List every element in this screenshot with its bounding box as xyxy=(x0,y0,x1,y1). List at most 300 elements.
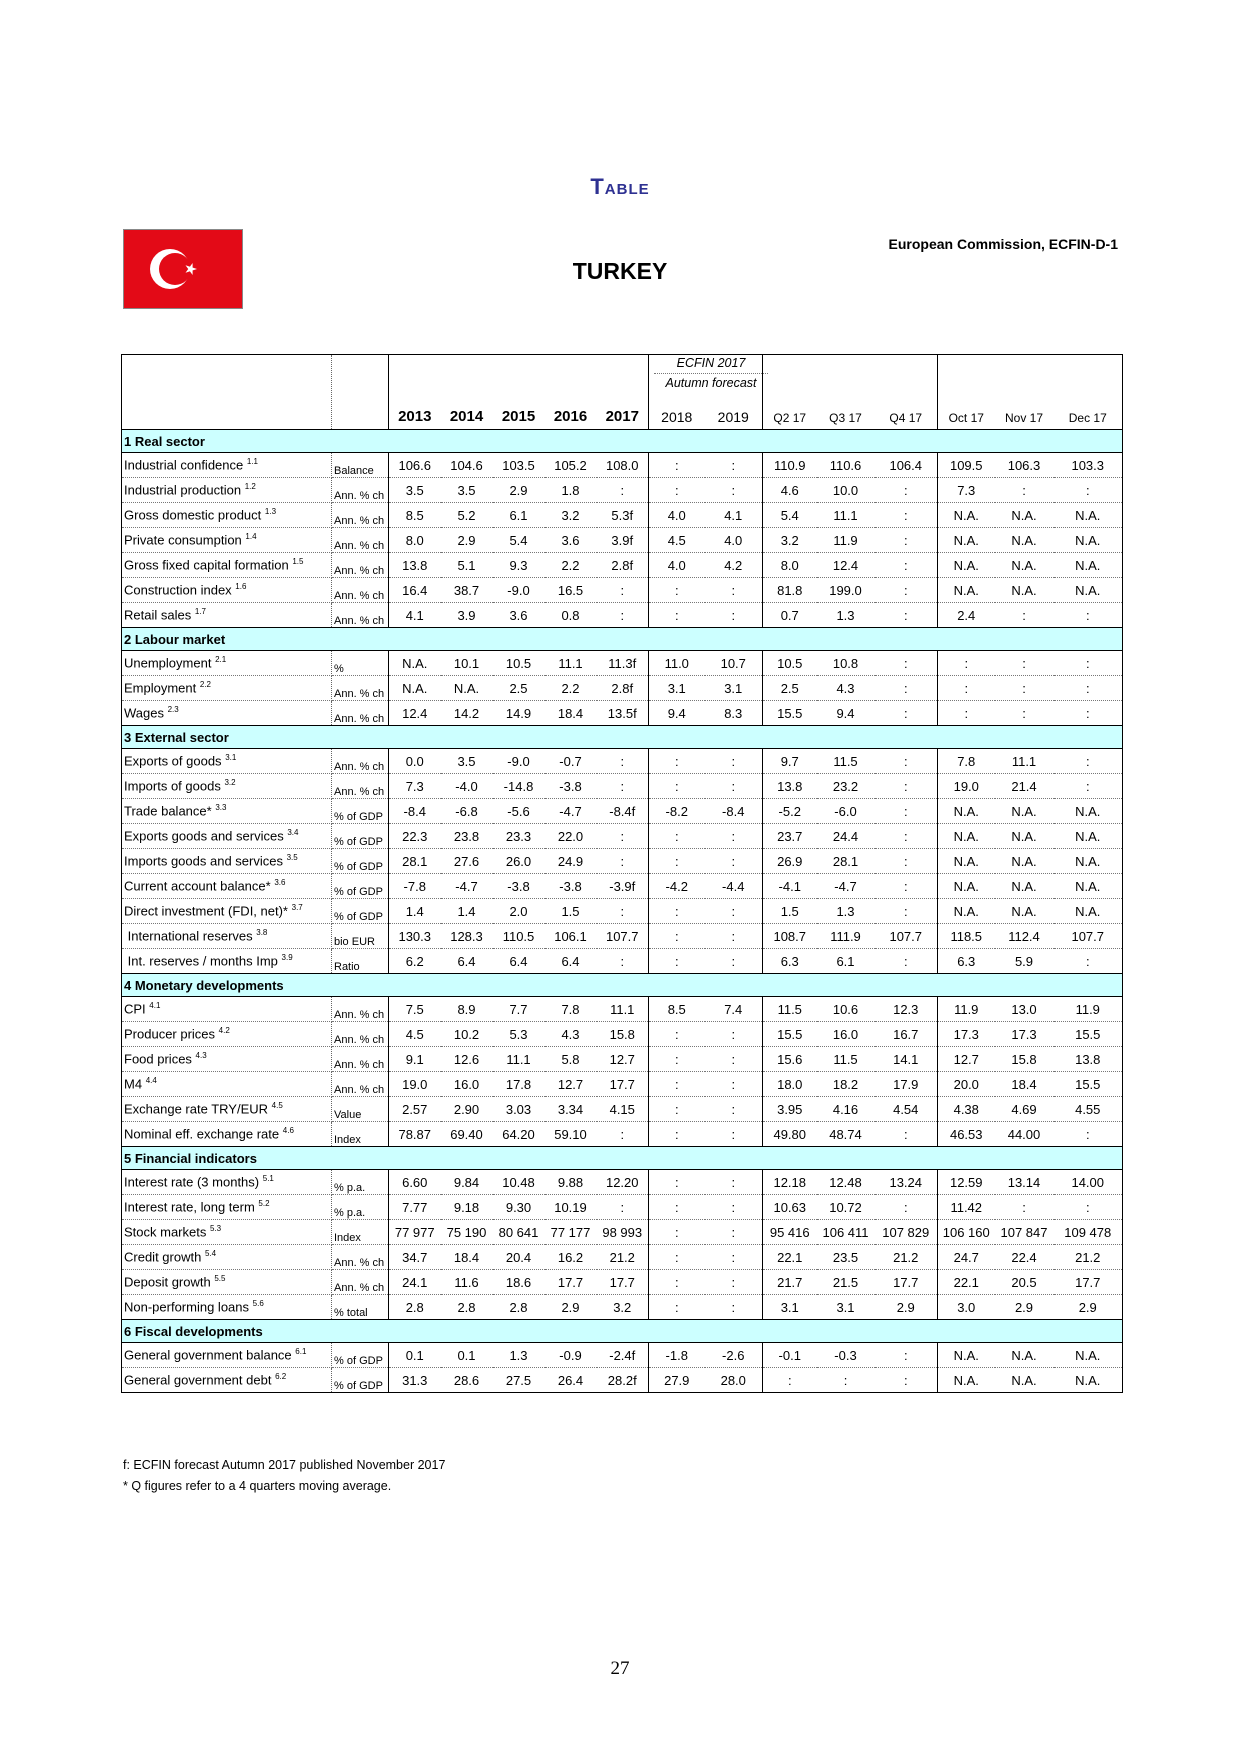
value-cell: 12.7 xyxy=(545,1072,597,1097)
value-cell: 20.5 xyxy=(995,1270,1054,1295)
value-cell: 11.6 xyxy=(441,1270,493,1295)
section-header xyxy=(122,628,1123,651)
value-cell: : xyxy=(875,528,938,553)
value-cell: 9.3 xyxy=(493,553,545,578)
value-cell: : xyxy=(995,676,1054,701)
value-cell: -3.8 xyxy=(545,774,597,799)
indicator-name: Nominal eff. exchange rate xyxy=(124,1126,280,1142)
value-cell: N.A. xyxy=(938,528,995,553)
indicator-name: Deposit growth xyxy=(124,1274,211,1290)
value-cell: 18.4 xyxy=(441,1245,493,1270)
section-title: 1 Real sector xyxy=(122,430,1123,453)
value-cell: 106.3 xyxy=(995,453,1054,478)
value-cell: -6.0 xyxy=(817,799,875,824)
section-title: 5 Financial indicators xyxy=(122,1147,1123,1170)
value-cell: 0.7 xyxy=(763,603,817,628)
table-row xyxy=(122,749,1123,774)
value-cell: N.A. xyxy=(1054,874,1123,899)
value-cell: 7.4 xyxy=(705,997,763,1022)
indicator-name: M4 xyxy=(124,1076,143,1092)
unit-cell: % of GDP xyxy=(332,849,389,874)
value-cell: -4.7 xyxy=(817,874,875,899)
col-header: Dec 17 xyxy=(1054,355,1123,430)
value-cell: : xyxy=(649,1195,705,1220)
indicator-ref: 5.5 xyxy=(214,1274,226,1284)
value-cell: : xyxy=(649,849,705,874)
value-cell: 21.2 xyxy=(875,1245,938,1270)
value-cell: 2.8 xyxy=(441,1295,493,1320)
value-cell: : xyxy=(875,874,938,899)
indicator-label xyxy=(122,578,332,603)
value-cell: 64.20 xyxy=(493,1122,545,1147)
value-cell: 3.9 xyxy=(441,603,493,628)
indicator-name: Credit growth xyxy=(124,1249,202,1265)
indicator-name: International reserves xyxy=(124,928,253,944)
indicator-name: Imports of goods xyxy=(124,778,221,794)
value-cell: -7.8 xyxy=(389,874,441,899)
value-cell: 16.5 xyxy=(545,578,597,603)
indicator-label xyxy=(122,1295,332,1320)
value-cell: 9.30 xyxy=(493,1195,545,1220)
value-cell: N.A. xyxy=(1054,503,1123,528)
indicator-name: Interest rate, long term xyxy=(124,1199,255,1215)
value-cell: : xyxy=(597,603,649,628)
value-cell: : xyxy=(649,1022,705,1047)
value-cell: 9.4 xyxy=(817,701,875,726)
value-cell: 10.8 xyxy=(817,651,875,676)
value-cell: 21.2 xyxy=(1054,1245,1123,1270)
value-cell: 12.18 xyxy=(763,1170,817,1195)
value-cell: 22.3 xyxy=(389,824,441,849)
value-cell: : xyxy=(597,478,649,503)
table-row xyxy=(122,603,1123,628)
indicator-name: Wages xyxy=(124,705,164,721)
value-cell: 49.80 xyxy=(763,1122,817,1147)
value-cell: N.A. xyxy=(995,578,1054,603)
value-cell: 16.4 xyxy=(389,578,441,603)
value-cell: 4.1 xyxy=(389,603,441,628)
unit-cell: Index xyxy=(332,1220,389,1245)
value-cell: 44.00 xyxy=(995,1122,1054,1147)
col-header: Q3 17 xyxy=(817,355,875,430)
value-cell: : xyxy=(875,553,938,578)
value-cell: 3.2 xyxy=(597,1295,649,1320)
unit-cell: Ann. % ch xyxy=(332,1072,389,1097)
indicator-ref: 3.2 xyxy=(224,778,236,788)
value-cell: 11.3f xyxy=(597,651,649,676)
value-cell: 11.1 xyxy=(597,997,649,1022)
unit-cell: Ann. % ch xyxy=(332,997,389,1022)
value-cell: 27.9 xyxy=(649,1368,705,1393)
indicator-ref: 3.8 xyxy=(256,928,268,938)
unit-cell: Ann. % ch xyxy=(332,528,389,553)
value-cell: : xyxy=(875,478,938,503)
indicator-label xyxy=(122,997,332,1022)
value-cell: 5.3f xyxy=(597,503,649,528)
indicator-name: CPI xyxy=(124,1001,146,1017)
indicator-label xyxy=(122,453,332,478)
value-cell: : xyxy=(649,1270,705,1295)
value-cell: : xyxy=(649,949,705,974)
indicator-name: Int. reserves / months Imp xyxy=(124,953,278,969)
indicator-ref: 4.6 xyxy=(282,1126,294,1136)
indicator-name: Producer prices xyxy=(124,1026,216,1042)
value-cell: : xyxy=(705,453,763,478)
value-cell: : xyxy=(938,651,995,676)
value-cell: 5.9 xyxy=(995,949,1054,974)
value-cell: : xyxy=(763,1368,817,1393)
value-cell: 118.5 xyxy=(938,924,995,949)
value-cell: N.A. xyxy=(995,874,1054,899)
value-cell: 107.7 xyxy=(875,924,938,949)
value-cell: 7.8 xyxy=(545,997,597,1022)
page-heading: Table xyxy=(590,174,650,199)
value-cell: 2.8 xyxy=(389,1295,441,1320)
table-row xyxy=(122,553,1123,578)
table-row xyxy=(122,701,1123,726)
value-cell: : xyxy=(597,1195,649,1220)
value-cell: -8.2 xyxy=(649,799,705,824)
indicator-label xyxy=(122,1047,332,1072)
table-row xyxy=(122,774,1123,799)
value-cell: 2.90 xyxy=(441,1097,493,1122)
value-cell: 2.2 xyxy=(545,553,597,578)
value-cell: 69.40 xyxy=(441,1122,493,1147)
value-cell: -3.8 xyxy=(493,874,545,899)
value-cell: 12.48 xyxy=(817,1170,875,1195)
indicator-name: Unemployment xyxy=(124,655,212,671)
value-cell: 15.5 xyxy=(1054,1072,1123,1097)
value-cell: 24.7 xyxy=(938,1245,995,1270)
value-cell: 0.1 xyxy=(389,1343,441,1368)
value-cell: 22.1 xyxy=(938,1270,995,1295)
indicator-ref: 6.2 xyxy=(275,1372,287,1382)
value-cell: N.A. xyxy=(1054,578,1123,603)
value-cell: -6.8 xyxy=(441,799,493,824)
value-cell: -8.4f xyxy=(597,799,649,824)
value-cell: 130.3 xyxy=(389,924,441,949)
value-cell: 110.6 xyxy=(817,453,875,478)
value-cell: 2.4 xyxy=(938,603,995,628)
value-cell: 12.6 xyxy=(441,1047,493,1072)
value-cell: : xyxy=(705,1270,763,1295)
value-cell: 20.0 xyxy=(938,1072,995,1097)
value-cell: -4.0 xyxy=(441,774,493,799)
value-cell: 22.4 xyxy=(995,1245,1054,1270)
value-cell: : xyxy=(1054,651,1123,676)
value-cell: 81.8 xyxy=(763,578,817,603)
indicator-ref: 3.5 xyxy=(286,853,298,863)
value-cell: : xyxy=(995,701,1054,726)
value-cell: 4.5 xyxy=(649,528,705,553)
value-cell: 17.7 xyxy=(597,1072,649,1097)
value-cell: 27.6 xyxy=(441,849,493,874)
unit-cell: % xyxy=(332,651,389,676)
table-row xyxy=(122,1195,1123,1220)
value-cell: 9.84 xyxy=(441,1170,493,1195)
unit-cell: % of GDP xyxy=(332,1343,389,1368)
country-title: TURKEY xyxy=(572,258,668,284)
value-cell: 21.4 xyxy=(995,774,1054,799)
value-cell: 10.6 xyxy=(817,997,875,1022)
value-cell: 15.8 xyxy=(597,1022,649,1047)
value-cell: 11.1 xyxy=(493,1047,545,1072)
indicator-label xyxy=(122,924,332,949)
indicator-label xyxy=(122,553,332,578)
unit-cell: Balance xyxy=(332,453,389,478)
value-cell: -4.2 xyxy=(649,874,705,899)
value-cell: 7.7 xyxy=(493,997,545,1022)
value-cell: 2.8f xyxy=(597,553,649,578)
value-cell: 10.2 xyxy=(441,1022,493,1047)
value-cell: N.A. xyxy=(938,824,995,849)
value-cell: : xyxy=(597,824,649,849)
value-cell: 17.8 xyxy=(493,1072,545,1097)
value-cell: : xyxy=(875,774,938,799)
value-cell: 11.1 xyxy=(545,651,597,676)
value-cell: 59.10 xyxy=(545,1122,597,1147)
value-cell: 4.0 xyxy=(649,553,705,578)
value-cell: 14.00 xyxy=(1054,1170,1123,1195)
value-cell: : xyxy=(705,1097,763,1122)
value-cell: : xyxy=(597,849,649,874)
value-cell: -0.9 xyxy=(545,1343,597,1368)
value-cell: 103.5 xyxy=(493,453,545,478)
value-cell: -4.1 xyxy=(763,874,817,899)
indicator-name: Industrial production xyxy=(124,482,242,498)
indicator-label xyxy=(122,1245,332,1270)
value-cell: -9.0 xyxy=(493,749,545,774)
value-cell: 2.9 xyxy=(875,1295,938,1320)
col-header: Oct 17 xyxy=(938,355,995,430)
unit-cell: Ann. % ch xyxy=(332,749,389,774)
section-header xyxy=(122,726,1123,749)
value-cell: 10.63 xyxy=(763,1195,817,1220)
value-cell: 2.9 xyxy=(995,1295,1054,1320)
indicator-ref: 4.5 xyxy=(271,1101,283,1111)
value-cell: 107.7 xyxy=(1054,924,1123,949)
indicator-label xyxy=(122,603,332,628)
unit-cell: Ann. % ch xyxy=(332,676,389,701)
value-cell: 10.7 xyxy=(705,651,763,676)
section-title: 2 Labour market xyxy=(122,628,1123,651)
table-row xyxy=(122,651,1123,676)
value-cell: 4.0 xyxy=(705,528,763,553)
indicator-label xyxy=(122,1072,332,1097)
value-cell: 19.0 xyxy=(389,1072,441,1097)
section-header xyxy=(122,430,1123,453)
value-cell: 199.0 xyxy=(817,578,875,603)
value-cell: 28.1 xyxy=(817,849,875,874)
value-cell: 111.9 xyxy=(817,924,875,949)
value-cell: 3.9f xyxy=(597,528,649,553)
value-cell: 11.5 xyxy=(817,749,875,774)
value-cell: N.A. xyxy=(938,578,995,603)
table-row xyxy=(122,1047,1123,1072)
value-cell: 78.87 xyxy=(389,1122,441,1147)
value-cell: 7.5 xyxy=(389,997,441,1022)
value-cell: 106.1 xyxy=(545,924,597,949)
indicator-ref: 2.3 xyxy=(167,705,179,715)
value-cell: 20.4 xyxy=(493,1245,545,1270)
indicator-label xyxy=(122,1122,332,1147)
value-cell: : xyxy=(705,1220,763,1245)
value-cell: 17.7 xyxy=(597,1270,649,1295)
footnote: * Q figures refer to a 4 quarters moving average. xyxy=(123,1479,392,1493)
indicator-ref: 1.4 xyxy=(245,532,257,542)
value-cell: 15.5 xyxy=(763,1022,817,1047)
value-cell: 4.15 xyxy=(597,1097,649,1122)
value-cell: : xyxy=(875,651,938,676)
indicator-label xyxy=(122,1343,332,1368)
value-cell: 1.3 xyxy=(493,1343,545,1368)
value-cell: : xyxy=(1054,1122,1123,1147)
value-cell: : xyxy=(649,1295,705,1320)
value-cell: N.A. xyxy=(389,651,441,676)
value-cell: 16.7 xyxy=(875,1022,938,1047)
value-cell: 18.4 xyxy=(545,701,597,726)
value-cell: 1.5 xyxy=(763,899,817,924)
indicator-label xyxy=(122,676,332,701)
value-cell: : xyxy=(649,1122,705,1147)
value-cell: 15.5 xyxy=(763,701,817,726)
value-cell: N.A. xyxy=(1054,1343,1123,1368)
value-cell: 7.3 xyxy=(389,774,441,799)
value-cell: 110.5 xyxy=(493,924,545,949)
value-cell: 1.8 xyxy=(545,478,597,503)
indicator-ref: 2.1 xyxy=(215,655,227,665)
value-cell: N.A. xyxy=(1054,528,1123,553)
value-cell: 2.9 xyxy=(493,478,545,503)
value-cell: 11.9 xyxy=(817,528,875,553)
value-cell: 103.3 xyxy=(1054,453,1123,478)
indicator-name: Exports goods and services xyxy=(124,828,284,844)
value-cell: : xyxy=(705,1022,763,1047)
indicator-name: Direct investment (FDI, net)* xyxy=(124,903,288,919)
value-cell: 10.0 xyxy=(817,478,875,503)
value-cell: : xyxy=(1054,701,1123,726)
value-cell: N.A. xyxy=(441,676,493,701)
value-cell: 6.3 xyxy=(763,949,817,974)
value-cell: : xyxy=(649,578,705,603)
indicator-name: Employment xyxy=(124,680,197,696)
value-cell: 8.0 xyxy=(763,553,817,578)
value-cell: 28.0 xyxy=(705,1368,763,1393)
value-cell: : xyxy=(649,924,705,949)
value-cell: : xyxy=(875,1122,938,1147)
value-cell: : xyxy=(705,603,763,628)
value-cell: N.A. xyxy=(1054,899,1123,924)
value-cell: : xyxy=(995,651,1054,676)
value-cell: 19.0 xyxy=(938,774,995,799)
value-cell: : xyxy=(875,824,938,849)
value-cell: 9.18 xyxy=(441,1195,493,1220)
indicator-name: Industrial confidence xyxy=(124,457,244,473)
value-cell: 17.7 xyxy=(545,1270,597,1295)
col-header: 2018 xyxy=(649,355,705,430)
value-cell: -3.8 xyxy=(545,874,597,899)
indicator-ref: 1.6 xyxy=(235,582,247,592)
section-title: 3 External sector xyxy=(122,726,1123,749)
indicator-ref: 1.7 xyxy=(194,607,206,617)
value-cell: : xyxy=(705,899,763,924)
forecast-label xyxy=(654,354,768,393)
page-number: 27 xyxy=(610,1658,630,1679)
indicator-ref: 2.2 xyxy=(199,680,211,690)
value-cell: : xyxy=(649,478,705,503)
indicator-name: Retail sales xyxy=(124,607,192,623)
value-cell: 17.7 xyxy=(875,1270,938,1295)
value-cell: 107 847 xyxy=(995,1220,1054,1245)
value-cell: 10.5 xyxy=(763,651,817,676)
value-cell: N.A. xyxy=(1054,849,1123,874)
value-cell: : xyxy=(649,1220,705,1245)
value-cell: -8.4 xyxy=(705,799,763,824)
unit-cell: Ratio xyxy=(332,949,389,974)
value-cell: N.A. xyxy=(938,874,995,899)
value-cell: N.A. xyxy=(938,503,995,528)
value-cell: 3.1 xyxy=(705,676,763,701)
unit-cell: % of GDP xyxy=(332,1368,389,1393)
value-cell: -4.7 xyxy=(545,799,597,824)
value-cell: N.A. xyxy=(1054,824,1123,849)
value-cell: : xyxy=(649,1170,705,1195)
value-cell: 5.8 xyxy=(545,1047,597,1072)
value-cell: N.A. xyxy=(938,1368,995,1393)
value-cell: 11.1 xyxy=(817,503,875,528)
section-header xyxy=(122,1320,1123,1343)
indicator-label xyxy=(122,1022,332,1047)
indicator-label xyxy=(122,1270,332,1295)
value-cell: : xyxy=(649,899,705,924)
value-cell: 106 160 xyxy=(938,1220,995,1245)
value-cell: : xyxy=(1054,478,1123,503)
section-header xyxy=(122,974,1123,997)
unit-cell: % of GDP xyxy=(332,799,389,824)
value-cell: : xyxy=(817,1368,875,1393)
table-row xyxy=(122,1170,1123,1195)
value-cell: 3.1 xyxy=(817,1295,875,1320)
value-cell: 11.9 xyxy=(938,997,995,1022)
value-cell: 2.9 xyxy=(1054,1295,1123,1320)
value-cell: : xyxy=(649,603,705,628)
value-cell: 11.1 xyxy=(995,749,1054,774)
value-cell: 6.4 xyxy=(545,949,597,974)
value-cell: 18.6 xyxy=(493,1270,545,1295)
value-cell: 4.16 xyxy=(817,1097,875,1122)
value-cell: 1.4 xyxy=(441,899,493,924)
value-cell: 109.5 xyxy=(938,453,995,478)
value-cell: N.A. xyxy=(389,676,441,701)
value-cell: 106.4 xyxy=(875,453,938,478)
value-cell: 12.3 xyxy=(875,997,938,1022)
table-row xyxy=(122,453,1123,478)
table-row xyxy=(122,528,1123,553)
value-cell: N.A. xyxy=(995,799,1054,824)
indicator-ref: 1.2 xyxy=(244,482,256,492)
value-cell: 8.3 xyxy=(705,701,763,726)
value-cell: 8.5 xyxy=(649,997,705,1022)
value-cell: 105.2 xyxy=(545,453,597,478)
value-cell: N.A. xyxy=(995,899,1054,924)
value-cell: 4.69 xyxy=(995,1097,1054,1122)
value-cell: : xyxy=(705,924,763,949)
value-cell: 21.5 xyxy=(817,1270,875,1295)
value-cell: -14.8 xyxy=(493,774,545,799)
table-row xyxy=(122,1122,1123,1147)
value-cell: 2.0 xyxy=(493,899,545,924)
value-cell: 9.7 xyxy=(763,749,817,774)
